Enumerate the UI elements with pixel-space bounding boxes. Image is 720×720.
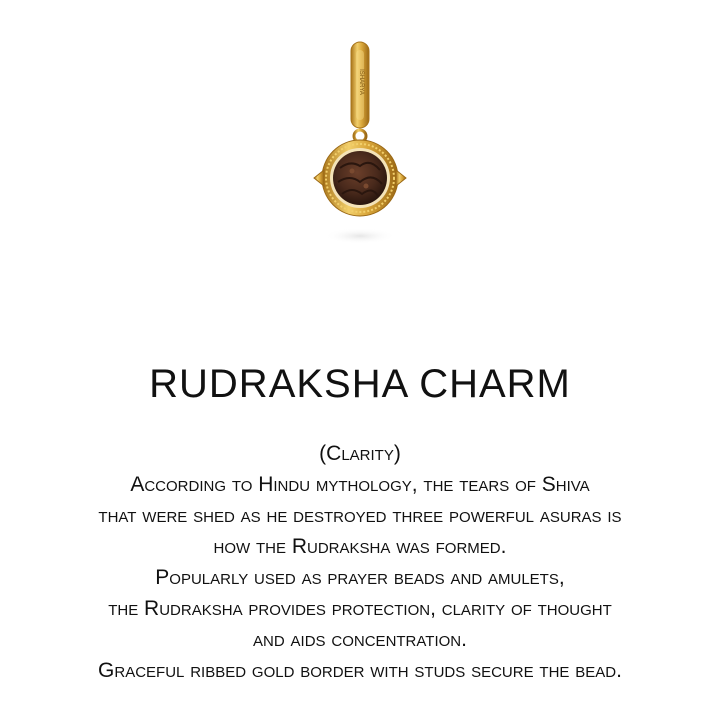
product-title: RUDRAKSHA CHARM xyxy=(149,362,571,406)
charm-pendant-icon xyxy=(300,36,420,251)
description-line: Graceful ribbed gold border with studs secure the bead. xyxy=(98,659,622,682)
product-description xyxy=(0,438,720,686)
description-line: how the Rudraksha was formed. xyxy=(213,535,507,558)
rudraksha-charm-image xyxy=(300,36,420,251)
description-line: that were shed as he destroyed three powerful asuras is xyxy=(98,504,622,527)
description-line: the Rudraksha provides protection, clarity of thought xyxy=(108,597,612,620)
description-line: and aids concentration. xyxy=(253,628,467,651)
description-line: Popularly used as prayer beads and amulets, xyxy=(155,566,565,589)
engraving-text: ISHARYA xyxy=(358,69,364,95)
description-line: According to Hindu mythology, the tears of Shiva xyxy=(130,473,590,496)
product-subtitle: (Clarity) xyxy=(319,442,401,465)
